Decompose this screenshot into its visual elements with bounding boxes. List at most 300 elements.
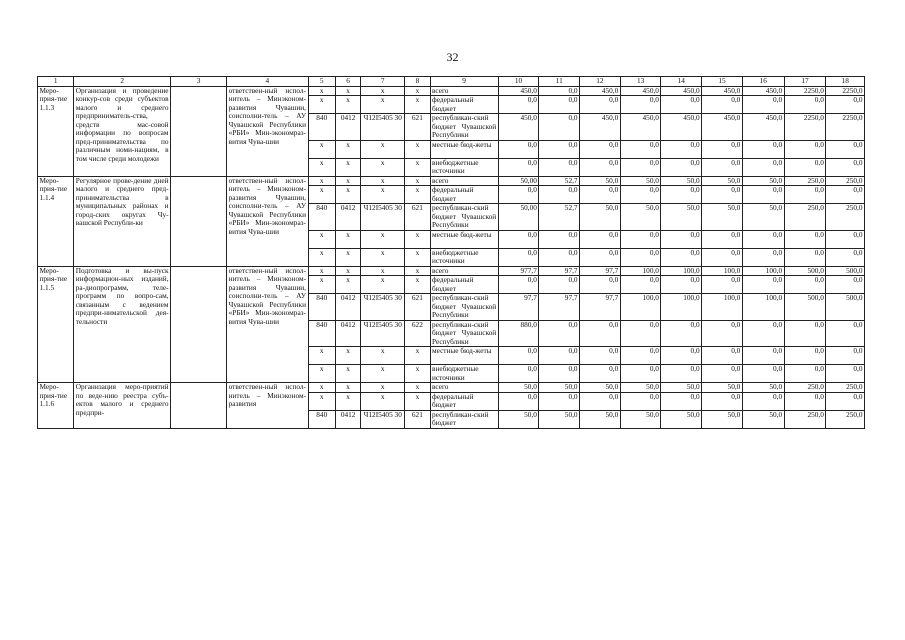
amount-cell: 0,0 [784, 230, 826, 248]
amount-cell: 0,0 [784, 140, 826, 158]
amount-cell: 0,0 [826, 230, 865, 248]
target-article-code: x [361, 248, 405, 266]
amount-cell: 880,0 [498, 320, 539, 347]
section-code: x [335, 392, 360, 410]
amount-cell: 50,0 [702, 383, 743, 393]
amount-cell: 97,7 [539, 266, 580, 276]
column-header: 5 [308, 77, 335, 87]
funding-source: всего [430, 383, 498, 393]
amount-cell: 50,0 [580, 383, 621, 393]
expense-type-code: 621 [405, 204, 430, 231]
target-article-code: x [361, 276, 405, 294]
amount-cell: 0,0 [498, 186, 539, 204]
amount-cell: 0,0 [742, 365, 784, 383]
amount-cell: 97,7 [580, 294, 621, 321]
amount-cell: 0,0 [661, 347, 702, 365]
funding-source: всего [430, 176, 498, 186]
section-code: x [335, 86, 360, 96]
amount-cell: 0,0 [498, 96, 539, 114]
amount-cell: 450,0 [498, 86, 539, 96]
funding-source: республикан-ский бюджет Чувашской Республики [432, 203, 497, 229]
expense-type-code: x [405, 266, 430, 276]
amount-cell: 0,0 [580, 96, 621, 114]
amount-cell: 0,0 [620, 186, 661, 204]
amount-cell: 0,0 [498, 347, 539, 365]
amount-cell: 0,0 [702, 230, 743, 248]
amount-cell: 0,0 [580, 140, 621, 158]
target-article-code: x [361, 347, 405, 365]
amount-cell: 0,0 [498, 276, 539, 294]
amount-cell: 0,0 [539, 276, 580, 294]
section-code: x [335, 186, 360, 204]
section-code: 0412 [335, 320, 360, 347]
amount-cell: 450,0 [661, 86, 702, 96]
funding-source: внебюджетные источники [430, 158, 498, 176]
target-article-code: x [361, 365, 405, 383]
expense-type-code: x [405, 347, 430, 365]
amount-cell: 0,0 [539, 347, 580, 365]
amount-cell: 52,7 [539, 176, 580, 186]
amount-cell: 0,0 [539, 96, 580, 114]
target-article-code: x [361, 86, 405, 96]
amount-cell: 977,7 [498, 266, 539, 276]
funding-source: всего [430, 86, 498, 96]
amount-cell: 2250,0 [826, 86, 865, 96]
responsible-executor: ответствен-ный испол-нитель – Минэконом-развития Чувашии, соисполни-тель – АУ Чувашской Республики «РБИ» Мин-экономраз-вития Чува-шии [227, 86, 308, 176]
amount-cell: 2250,0 [784, 86, 826, 96]
column-header: 14 [661, 77, 702, 87]
amount-cell: 250,0 [826, 410, 865, 428]
amount-cell: 50,0 [742, 410, 784, 428]
amount-cell: 50,0 [742, 204, 784, 231]
expense-type-code: x [405, 96, 430, 114]
expense-type-code: x [405, 186, 430, 204]
amount-cell: 0,0 [580, 230, 621, 248]
column-header: 13 [620, 77, 661, 87]
amount-cell: 500,0 [826, 266, 865, 276]
grbs-code: x [308, 392, 335, 410]
amount-cell: 0,0 [742, 276, 784, 294]
expense-type-code: 621 [405, 114, 430, 141]
amount-cell: 50,0 [539, 410, 580, 428]
amount-cell: 0,0 [539, 365, 580, 383]
amount-cell: 0,0 [784, 96, 826, 114]
budget-table [37, 76, 865, 429]
amount-cell: 250,0 [784, 383, 826, 393]
expense-type-code: 621 [405, 410, 430, 428]
amount-cell: 0,0 [826, 365, 865, 383]
column-header: 9 [430, 77, 498, 87]
amount-cell: 250,0 [784, 176, 826, 186]
amount-cell: 0,0 [620, 320, 661, 347]
amount-cell: 0,0 [742, 140, 784, 158]
section-code: x [335, 158, 360, 176]
funding-source: республикан-ский бюджет Чувашской Республики [432, 320, 497, 346]
column-header: 1 [38, 77, 74, 87]
expense-type-code: 621 [405, 294, 430, 321]
amount-cell: 100,0 [661, 294, 702, 321]
amount-cell: 0,0 [826, 347, 865, 365]
amount-cell: 97,7 [498, 294, 539, 321]
expense-type-code: x [405, 176, 430, 186]
amount-cell: 0,0 [702, 158, 743, 176]
funding-source: федеральный бюджет [430, 392, 498, 410]
amount-cell: 50,0 [580, 410, 621, 428]
amount-cell: 2250,0 [826, 114, 865, 141]
amount-cell: 0,0 [702, 320, 743, 347]
amount-cell: 50,0 [580, 204, 621, 231]
amount-cell: 450,0 [702, 86, 743, 96]
target-article-code: x [361, 158, 405, 176]
column-header: 6 [335, 77, 360, 87]
column-header: 4 [227, 77, 308, 87]
expense-type-code: x [405, 158, 430, 176]
section-code: x [335, 365, 360, 383]
expense-type-code: x [405, 248, 430, 266]
target-article-code: x [361, 96, 405, 114]
target-article-code: x [361, 186, 405, 204]
funding-source: всего [430, 266, 498, 276]
amount-cell: 50,0 [702, 204, 743, 231]
amount-cell: 0,0 [784, 347, 826, 365]
grbs-code: x [308, 347, 335, 365]
target-article-code: x [361, 392, 405, 410]
table-row [38, 176, 865, 186]
amount-cell: 50,0 [498, 410, 539, 428]
amount-cell: 450,0 [620, 114, 661, 141]
target-article-code: x [361, 176, 405, 186]
amount-cell: 0,0 [826, 392, 865, 410]
amount-cell: 0,0 [702, 365, 743, 383]
amount-cell: 0,0 [702, 248, 743, 266]
grbs-code: x [308, 276, 335, 294]
amount-cell: 0,0 [620, 365, 661, 383]
section-code: x [335, 266, 360, 276]
expense-type-code: x [405, 276, 430, 294]
amount-cell: 450,0 [620, 86, 661, 96]
responsible-executor: ответствен-ный испол-нитель – Минэконом-развития Чувашии, соисполни-тель – АУ Чувашской Республики «РБИ» Мин-экономраз-вития Чува-шии [227, 266, 308, 383]
amount-cell: 0,0 [620, 248, 661, 266]
grbs-code: x [308, 186, 335, 204]
funding-source: республикан-ский бюджет Чувашской Республики [432, 293, 497, 319]
funding-source: республикан-ский бюджет [430, 410, 498, 428]
amount-cell: 450,0 [742, 114, 784, 141]
funding-source: республикан-ский бюджет Чувашской Республики [432, 113, 497, 139]
target-article-code: Ч12I5405 30 [361, 204, 405, 231]
amount-cell: 0,0 [539, 320, 580, 347]
amount-cell: 250,0 [826, 204, 865, 231]
event-name: Регулярное прове-дение дней малого и среднего пред-принимательства в муниципальных районах и город-ских округах Чу-вашской Республи-ки [74, 176, 171, 266]
amount-cell: 50,0 [539, 383, 580, 393]
section-code: 0412 [335, 294, 360, 321]
grbs-code: 840 [308, 114, 335, 141]
funding-source: местные бюд-жеты [430, 347, 498, 365]
page-number: 32 [446, 50, 459, 64]
header-row [38, 77, 865, 87]
amount-cell: 0,0 [742, 392, 784, 410]
grbs-code: x [308, 248, 335, 266]
funding-source: федеральный бюджет [430, 186, 498, 204]
amount-cell: 50,0 [580, 176, 621, 186]
grbs-code: x [308, 86, 335, 96]
expense-type-code: x [405, 86, 430, 96]
amount-cell: 100,0 [742, 266, 784, 276]
funding-source: федеральный бюджет [430, 276, 498, 294]
amount-cell: 0,0 [702, 392, 743, 410]
grbs-code: x [308, 96, 335, 114]
table-row [38, 383, 865, 393]
funding-source: внебюджетные источники [430, 365, 498, 383]
amount-cell: 0,0 [620, 392, 661, 410]
funding-source: местные бюд-жеты [430, 140, 498, 158]
amount-cell: 0,0 [742, 96, 784, 114]
amount-cell: 0,0 [784, 158, 826, 176]
target-article-code: x [361, 140, 405, 158]
target-article-code: Ч12I5405 30 [361, 114, 405, 141]
empty-cell [171, 86, 227, 176]
amount-cell: 50,0 [661, 383, 702, 393]
amount-cell: 0,0 [702, 140, 743, 158]
amount-cell: 0,0 [498, 230, 539, 248]
amount-cell: 0,0 [498, 365, 539, 383]
amount-cell: 450,0 [702, 114, 743, 141]
amount-cell: 250,0 [826, 176, 865, 186]
amount-cell: 50,0 [742, 383, 784, 393]
grbs-code: x [308, 383, 335, 393]
column-header: 3 [171, 77, 227, 87]
amount-cell: 50,0 [661, 176, 702, 186]
empty-cell [171, 176, 227, 266]
target-article-code: x [361, 383, 405, 393]
amount-cell: 0,0 [620, 140, 661, 158]
amount-cell: 0,0 [661, 158, 702, 176]
amount-cell: 0,0 [620, 230, 661, 248]
target-article-code: x [361, 266, 405, 276]
funding-source: внебюджетные источники [430, 248, 498, 266]
amount-cell: 0,0 [784, 320, 826, 347]
amount-cell: 0,0 [742, 230, 784, 248]
amount-cell: 0,0 [620, 96, 661, 114]
amount-cell: 0,0 [826, 158, 865, 176]
amount-cell: 52,7 [539, 204, 580, 231]
amount-cell: 2250,0 [784, 114, 826, 141]
event-code: Меро-прия-тие 1.1.6 [38, 383, 74, 429]
column-header: 10 [498, 77, 539, 87]
amount-cell: 0,0 [826, 186, 865, 204]
amount-cell: 100,0 [661, 266, 702, 276]
amount-cell: 0,0 [826, 276, 865, 294]
amount-cell: 0,0 [661, 140, 702, 158]
amount-cell: 0,0 [580, 248, 621, 266]
amount-cell: 0,0 [539, 392, 580, 410]
amount-cell: 0,0 [784, 392, 826, 410]
column-header: 18 [826, 77, 865, 87]
amount-cell: 0,0 [580, 347, 621, 365]
column-header: 12 [580, 77, 621, 87]
amount-cell: 500,0 [784, 266, 826, 276]
amount-cell: 0,0 [580, 365, 621, 383]
amount-cell: 0,0 [580, 392, 621, 410]
amount-cell: 450,0 [498, 114, 539, 141]
section-code: x [335, 347, 360, 365]
amount-cell: 100,0 [702, 266, 743, 276]
amount-cell: 250,0 [784, 410, 826, 428]
amount-cell: 50,00 [498, 176, 539, 186]
section-code: x [335, 230, 360, 248]
expense-type-code: x [405, 392, 430, 410]
expense-type-code: x [405, 365, 430, 383]
amount-cell: 0,0 [742, 186, 784, 204]
amount-cell: 0,0 [661, 365, 702, 383]
amount-cell: 500,0 [826, 294, 865, 321]
amount-cell: 100,0 [620, 266, 661, 276]
amount-cell: 0,0 [742, 347, 784, 365]
empty-cell [171, 266, 227, 383]
amount-cell: 0,0 [580, 320, 621, 347]
target-article-code: Ч12I5405 30 [361, 294, 405, 321]
amount-cell: 0,0 [742, 320, 784, 347]
amount-cell: 450,0 [742, 86, 784, 96]
grbs-code: 840 [308, 204, 335, 231]
column-header: 16 [742, 77, 784, 87]
amount-cell: 0,0 [620, 276, 661, 294]
amount-cell: 0,0 [661, 320, 702, 347]
expense-type-code: x [405, 140, 430, 158]
amount-cell: 0,0 [620, 158, 661, 176]
amount-cell: 0,0 [661, 186, 702, 204]
amount-cell: 50,0 [742, 176, 784, 186]
amount-cell: 0,0 [539, 158, 580, 176]
amount-cell: 0,0 [784, 248, 826, 266]
amount-cell: 0,0 [784, 186, 826, 204]
column-header: 11 [539, 77, 580, 87]
target-article-code: x [361, 230, 405, 248]
expense-type-code: x [405, 230, 430, 248]
amount-cell: 0,0 [539, 86, 580, 96]
amount-cell: 0,0 [661, 96, 702, 114]
amount-cell: 100,0 [620, 294, 661, 321]
expense-type-code: x [405, 383, 430, 393]
section-code: x [335, 96, 360, 114]
amount-cell: 0,0 [702, 347, 743, 365]
amount-cell: 0,0 [742, 248, 784, 266]
amount-cell: 0,0 [702, 96, 743, 114]
amount-cell: 0,0 [661, 392, 702, 410]
amount-cell: 0,0 [539, 114, 580, 141]
amount-cell: 97,7 [539, 294, 580, 321]
amount-cell: 0,0 [742, 158, 784, 176]
amount-cell: 50,0 [620, 176, 661, 186]
grbs-code: 840 [308, 410, 335, 428]
amount-cell: 0,0 [580, 158, 621, 176]
amount-cell: 250,0 [784, 204, 826, 231]
grbs-code: 840 [308, 320, 335, 347]
amount-cell: 50,0 [702, 176, 743, 186]
table-row [38, 266, 865, 276]
target-article-code: Ч12I5405 30 [361, 410, 405, 428]
amount-cell: 0,0 [498, 248, 539, 266]
grbs-code: x [308, 176, 335, 186]
grbs-code: x [308, 230, 335, 248]
amount-cell: 500,0 [784, 294, 826, 321]
amount-cell: 0,0 [498, 158, 539, 176]
expense-type-code: 622 [405, 320, 430, 347]
amount-cell: 0,0 [702, 186, 743, 204]
event-name: Организация меро-приятий по веде-нию реестра субъ-ектов малого и среднего предпри- [74, 383, 171, 429]
amount-cell: 50,00 [498, 204, 539, 231]
section-code: x [335, 276, 360, 294]
section-code: 0412 [335, 204, 360, 231]
amount-cell: 0,0 [784, 276, 826, 294]
amount-cell: 50,0 [620, 383, 661, 393]
amount-cell: 0,0 [661, 276, 702, 294]
event-name: Подготовка и вы-пуск информацион-ных изданий, ра-диопрограмм, теле-программ по вопро-сам, связанным с ведением предпри-нимательской дея-тельности [74, 266, 171, 383]
amount-cell: 0,0 [620, 347, 661, 365]
section-code: x [335, 176, 360, 186]
section-code: 0412 [335, 114, 360, 141]
amount-cell: 0,0 [661, 248, 702, 266]
section-code: x [335, 140, 360, 158]
amount-cell: 450,0 [580, 114, 621, 141]
target-article-code: Ч12I5405 30 [361, 320, 405, 347]
amount-cell: 0,0 [784, 365, 826, 383]
amount-cell: 0,0 [498, 392, 539, 410]
amount-cell: 0,0 [539, 230, 580, 248]
amount-cell: 50,0 [498, 383, 539, 393]
funding-source: местные бюд-жеты [430, 230, 498, 248]
responsible-executor: ответствен-ный испол-нитель – Минэконом-развития Чувашии, соисполни-тель – АУ Чувашской Республики «РБИ» Мин-экономраз-вития Чува-шии [227, 176, 308, 266]
amount-cell: 0,0 [826, 320, 865, 347]
event-name: Организация и проведение конкур-сов среди субъектов малого и среднего предприниматель-ства, средств мас-совой информации по вопросам пред-принимательства по различным номи-нациям, в том числе среди молодежи [74, 86, 171, 176]
event-code: Меро-прия-тие 1.1.4 [38, 176, 74, 266]
column-header: 8 [405, 77, 430, 87]
responsible-executor: ответствен-ный испол-нитель – Минэконом-развития [227, 383, 308, 429]
event-code: Меро-прия-тие 1.1.3 [38, 86, 74, 176]
funding-source: федеральный бюджет [430, 96, 498, 114]
amount-cell: 50,0 [702, 410, 743, 428]
column-header: 7 [361, 77, 405, 87]
amount-cell: 50,0 [661, 410, 702, 428]
amount-cell: 0,0 [826, 140, 865, 158]
amount-cell: 0,0 [498, 140, 539, 158]
section-code: 0412 [335, 410, 360, 428]
amount-cell: 0,0 [826, 96, 865, 114]
grbs-code: x [308, 365, 335, 383]
grbs-code: x [308, 140, 335, 158]
amount-cell: 0,0 [539, 186, 580, 204]
amount-cell: 0,0 [539, 248, 580, 266]
amount-cell: 0,0 [826, 248, 865, 266]
column-header: 15 [702, 77, 743, 87]
amount-cell: 0,0 [702, 276, 743, 294]
amount-cell: 50,0 [661, 204, 702, 231]
grbs-code: x [308, 158, 335, 176]
amount-cell: 50,0 [620, 410, 661, 428]
amount-cell: 100,0 [702, 294, 743, 321]
amount-cell: 0,0 [661, 230, 702, 248]
amount-cell: 100,0 [742, 294, 784, 321]
amount-cell: 0,0 [580, 276, 621, 294]
grbs-code: x [308, 266, 335, 276]
grbs-code: 840 [308, 294, 335, 321]
amount-cell: 250,0 [826, 383, 865, 393]
column-header: 17 [784, 77, 826, 87]
table-row [38, 86, 865, 96]
empty-cell [171, 383, 227, 429]
amount-cell: 450,0 [580, 86, 621, 96]
amount-cell: 450,0 [661, 114, 702, 141]
column-header: 2 [74, 77, 171, 87]
